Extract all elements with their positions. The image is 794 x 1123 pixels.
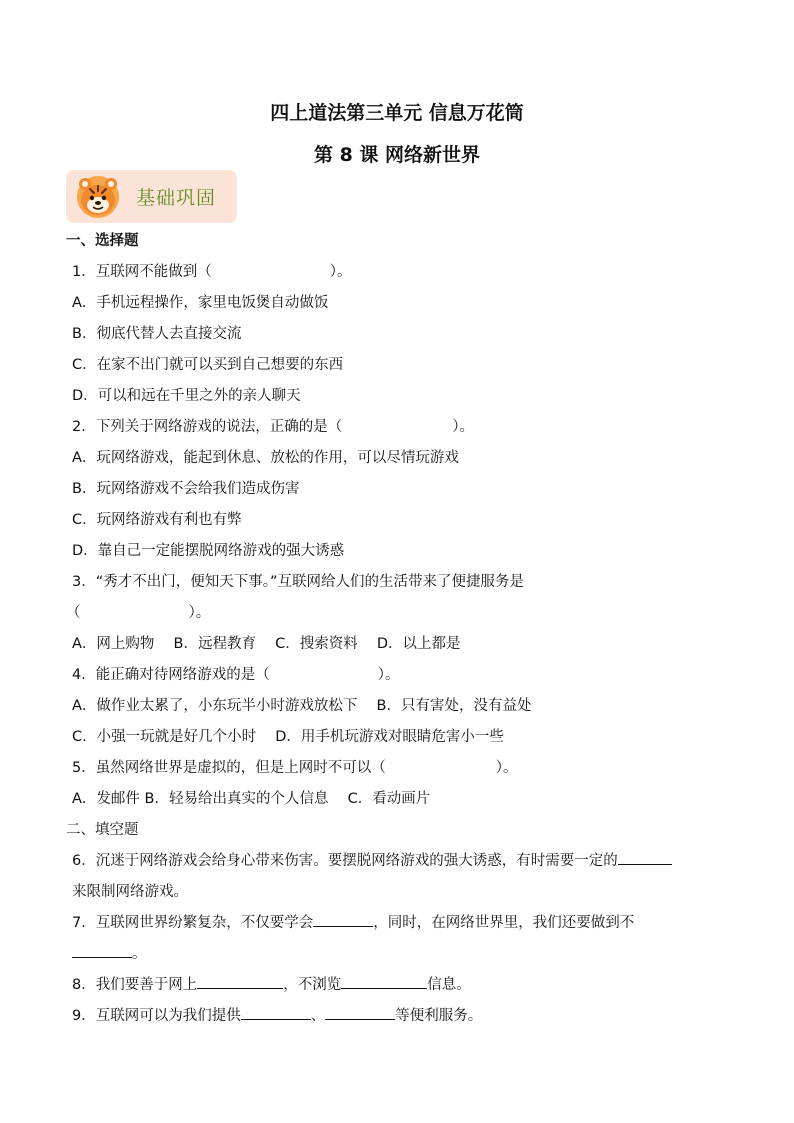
question-1-stem: 1．互联网不能做到（	[72, 264, 212, 280]
question-7-line1	[72, 911, 634, 932]
badge-label: 基础巩固	[136, 187, 217, 209]
option-1d: D．可以和远在千里之外的亲人聊天	[72, 388, 301, 404]
question-7-part1: 7．互联网世界纷繁复杂，不仅要学会	[72, 915, 314, 931]
option-2a: A．玩网络游戏，能起到休息、放松的作用，可以尽情玩游戏	[72, 450, 459, 466]
option-1a: A．手机远程操作，家里电饭煲自动做饭	[72, 295, 329, 311]
question-7-end: 。	[132, 946, 147, 962]
option-2d: D．靠自己一定能摆脱网络游戏的强大诱惑	[72, 543, 345, 559]
answer-blank	[325, 1005, 395, 1020]
question-8-part2: ，不浏览	[283, 977, 342, 993]
question-5-end: ）。	[495, 760, 518, 776]
question-9-part1: 9．互联网可以为我们提供	[72, 1008, 241, 1024]
options-5: A．发邮件 B．轻易给出真实的个人信息 C．看动画片	[72, 791, 431, 807]
question-7-line2	[72, 942, 147, 963]
option-2b: B．玩网络游戏不会给我们造成伤害	[72, 481, 300, 497]
question-4-end: ）。	[377, 667, 400, 683]
option-1b: B．彻底代替人去直接交流	[72, 326, 242, 342]
options-3: A．网上购物 B．远程教育 C．搜索资料 D．以上都是	[72, 636, 461, 652]
question-9	[72, 1004, 482, 1025]
section-heading-fill: 二、填空题	[66, 822, 139, 838]
question-8	[72, 973, 471, 994]
question-8-end: 信息。	[427, 977, 471, 993]
tiger-face-icon	[76, 175, 120, 219]
question-7-part2: ，同时，在网络世界里，我们还要做到不	[373, 915, 635, 931]
question-6-line1	[72, 849, 672, 870]
section-badge	[66, 170, 237, 223]
question-2	[72, 415, 474, 436]
question-6-text: 6．沉迷于网络游戏会给身心带来伤害。要摆脱网络游戏的强大诱惑，有时需要一定的	[72, 853, 618, 869]
page-title: 四上道法第三单元 信息万花筒	[270, 102, 524, 124]
question-1	[72, 260, 351, 281]
question-2-end: ）。	[452, 419, 474, 435]
question-5-stem: 5．虽然网络世界是虚拟的，但是上网时不可以（	[72, 760, 386, 776]
answer-blank	[197, 974, 283, 989]
question-8-part1: 8．我们要善于网上	[72, 977, 198, 993]
options-4cd: C．小强一玩就是好几个小时 D．用手机玩游戏对眼睛危害小一些	[72, 729, 504, 745]
question-3-open: （	[66, 605, 81, 621]
question-6-line2: 来限制网络游戏。	[72, 884, 188, 900]
question-1-end: ）。	[329, 264, 352, 280]
question-9-part2: 、	[310, 1008, 326, 1024]
answer-blank	[341, 974, 427, 989]
question-3-end: ）。	[188, 605, 211, 621]
answer-blank	[618, 850, 672, 865]
question-9-end: 等便利服务。	[395, 1008, 483, 1024]
answer-blank	[241, 1005, 311, 1020]
question-2-stem: 2．下列关于网络游戏的说法，正确的是（	[72, 419, 343, 435]
question-4-stem: 4．能正确对待网络游戏的是（	[72, 667, 270, 683]
option-1c: C．在家不出门就可以买到自己想要的东西	[72, 357, 344, 373]
question-3-stem: 3．“秀才不出门，便知天下事。”互联网给人们的生活带来了便捷服务是	[72, 574, 524, 590]
question-3-blank	[66, 601, 210, 622]
answer-blank	[72, 943, 132, 958]
section-heading-choice: 一、选择题	[66, 233, 139, 249]
lesson-title: 第 8 课 网络新世界	[313, 144, 481, 166]
question-5	[72, 756, 517, 777]
question-4	[72, 663, 399, 684]
option-2c: C．玩网络游戏有利也有弊	[72, 512, 242, 528]
options-4ab: A．做作业太累了，小东玩半小时游戏放松下 B．只有害处，没有益处	[72, 698, 532, 714]
answer-blank	[313, 912, 373, 927]
